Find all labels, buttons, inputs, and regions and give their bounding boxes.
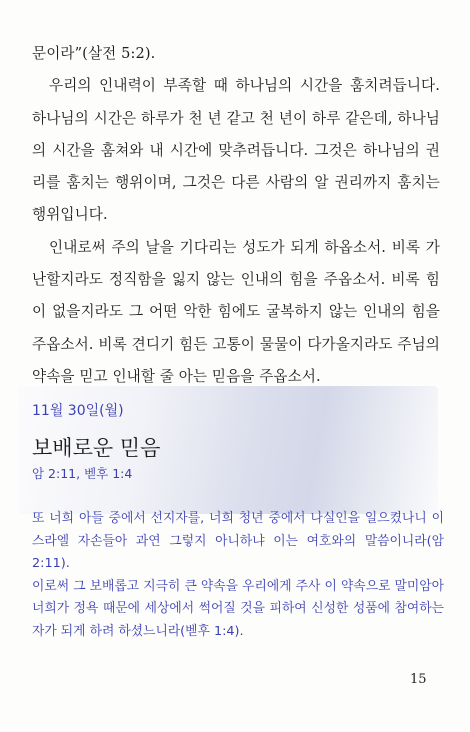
devotional-title: 보배로운 믿음 (32, 436, 161, 460)
paragraph: 인내로써 주의 날을 기다리는 성도가 되게 하옵소서. 비록 가난할지라도 정직함을 잃지 않는 인내의 힘을 주옵소서. 비록 힘이 없을지라도 그 어떤 악한 힘에도 굴복하지 않는 인내의 힘을 주옵소서. 비록 견디기 힘든 고통이 물물이 다가올지라도 주님의 약속을 믿고 인내할 줄 아는 믿음을 주옵소서. (32, 238, 440, 385)
scripture-verse: 또 너희 아들 중에서 선지자를, 너희 청년 중에서 나실인을 일으켰나니 이스라엘 자손들아 과연 그렇지 아니하냐 이는 여호와의 말씀이니라(암 2:11). (32, 511, 444, 572)
devotional-date: 11월 30일(월) (32, 403, 124, 419)
scripture-reference: 암 2:11, 벧후 1:4 (32, 466, 133, 481)
body-text (32, 38, 440, 393)
page-number: 15 (410, 672, 427, 687)
paragraph-continuation: 문이라”(살전 5:2). (32, 45, 156, 62)
scripture-text (32, 508, 444, 644)
paragraph: 우리의 인내력이 부족할 때 하나님의 시간을 훔치려듭니다. 하나님의 시간은 하루가 천 년 같고 천 년이 하루 같은데, 하나님의 시간을 훔쳐와 내 시간에 맞추려듭니다. 그것은 하나님의 권리를 훔치는 행위이며, 그것은 다른 사람의 알 권리까지 훔치는 행위입니다. (32, 77, 440, 224)
scripture-verse: 이로써 그 보배롭고 지극히 큰 약속을 우리에게 주사 이 약속으로 말미암아 너희가 정욕 때문에 세상에서 썩어질 것을 피하여 신성한 성품에 참여하는 자가 되게 하려 하셨느니라(벧후 1:4). (32, 578, 444, 639)
